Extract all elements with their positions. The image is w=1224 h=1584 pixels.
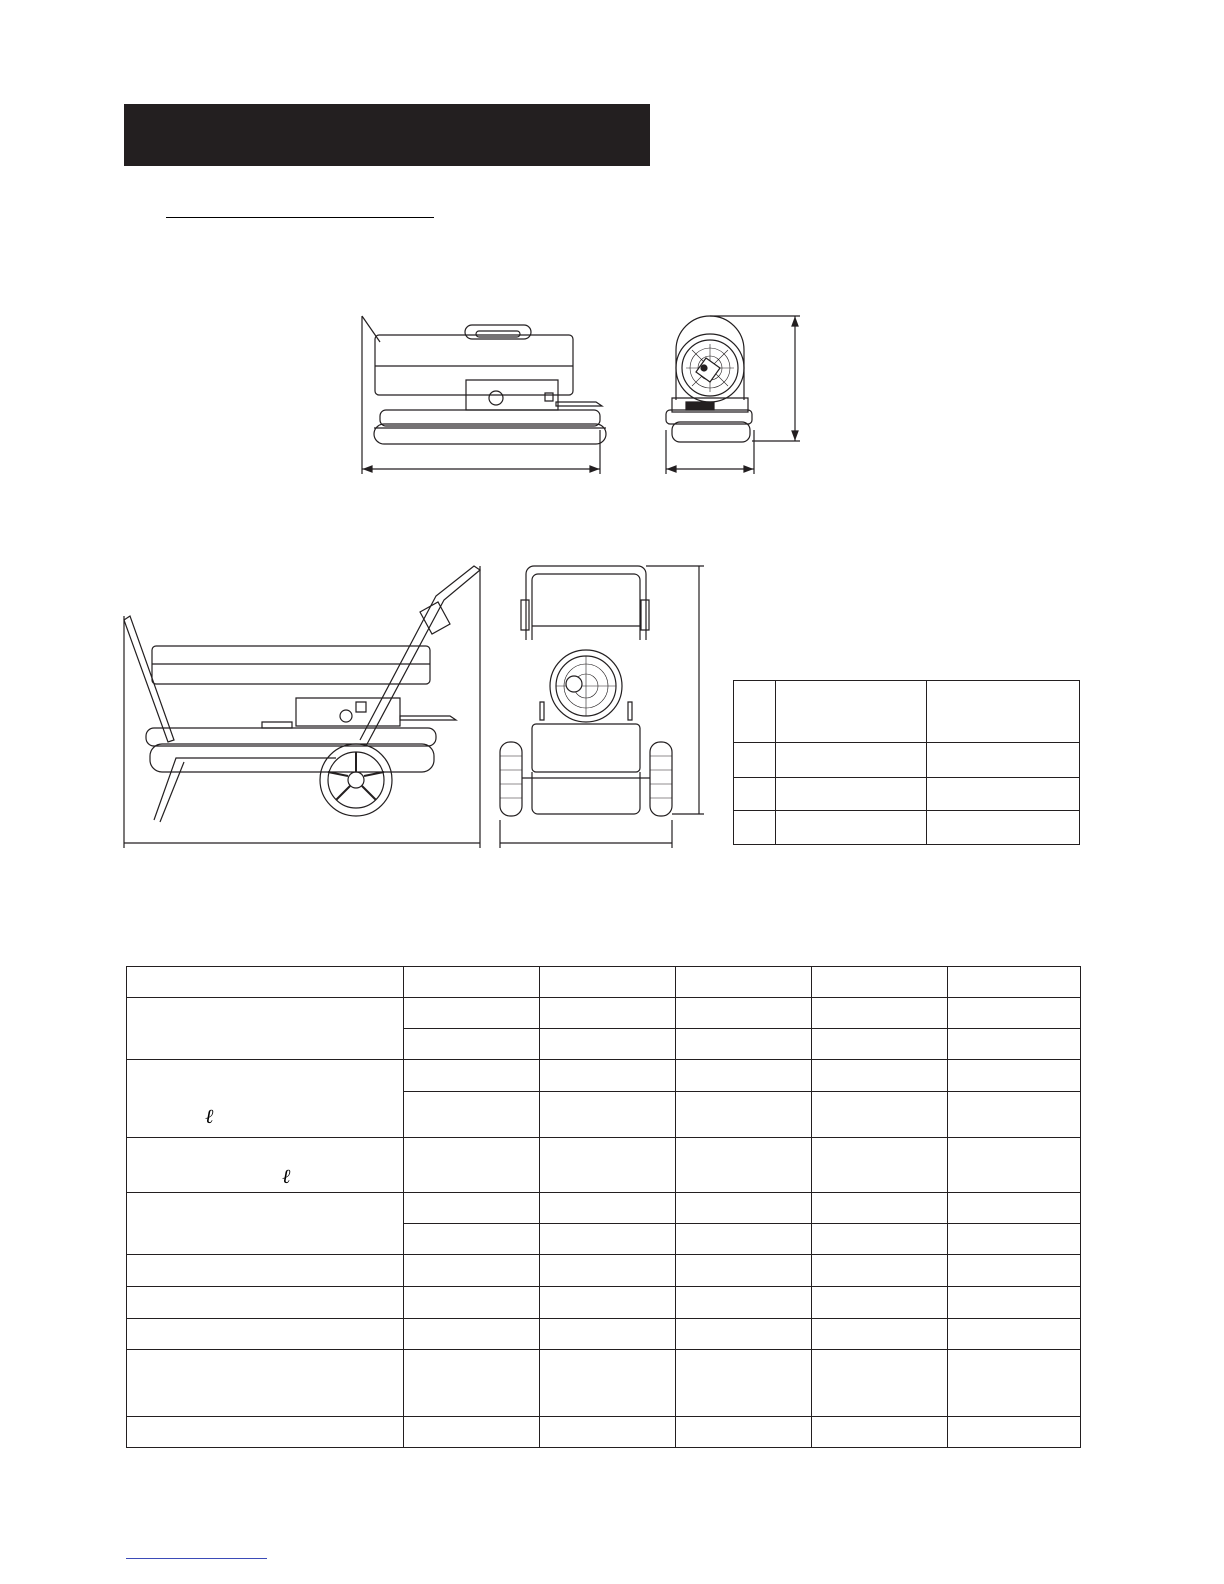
spec-cell: [812, 1417, 948, 1448]
spec-cell: [812, 1138, 948, 1193]
spec-cell: [404, 1138, 540, 1193]
spec-cell: [948, 1224, 1081, 1255]
compact-heater-side-view: [362, 316, 606, 474]
spec-cell: [404, 1029, 540, 1060]
spec-cell: [812, 1092, 948, 1138]
spec-cell: [404, 1319, 540, 1350]
spec-cell: [812, 1060, 948, 1092]
spec-cell: [948, 1092, 1081, 1138]
dimension-header-cell: [927, 681, 1080, 743]
liter-unit-mark: ℓ: [205, 1106, 214, 1128]
wheeled-heater-front-view: [500, 566, 704, 848]
spec-cell: [812, 1255, 948, 1287]
spec-row: [127, 1193, 1081, 1224]
dimension-cell: [776, 743, 927, 778]
spec-label-cell: [127, 1193, 404, 1255]
spec-cell: [948, 1029, 1081, 1060]
spec-cell: [540, 1060, 676, 1092]
dimension-cell: [927, 778, 1080, 811]
spec-label-cell: [127, 1287, 404, 1319]
spec-label-cell: [127, 1255, 404, 1287]
spec-cell: [812, 1029, 948, 1060]
spec-cell: [676, 998, 812, 1029]
spec-cell: [676, 1287, 812, 1319]
dimension-table: [733, 680, 1080, 845]
spec-cell: [540, 1255, 676, 1287]
spec-cell: [540, 998, 676, 1029]
spec-cell: [812, 998, 948, 1029]
spec-cell: [948, 1417, 1081, 1448]
dimension-table-row: [734, 743, 1080, 778]
spec-row: [127, 1287, 1081, 1319]
spec-header-cell: [540, 967, 676, 998]
spec-cell: [676, 1255, 812, 1287]
spec-header-cell: [948, 967, 1081, 998]
spec-label-cell: [127, 1138, 404, 1193]
dimension-cell: [927, 811, 1080, 845]
spec-cell: [676, 1060, 812, 1092]
spec-row: [127, 1138, 1081, 1193]
spec-cell: [948, 1138, 1081, 1193]
dimension-table-header: [734, 681, 1080, 743]
spec-row: [127, 1319, 1081, 1350]
spec-cell: [676, 1319, 812, 1350]
spec-cell: [404, 998, 540, 1029]
spec-cell: [404, 1287, 540, 1319]
spec-header-cell: [676, 967, 812, 998]
spec-cell: [540, 1029, 676, 1060]
spec-cell: [404, 1255, 540, 1287]
footer-link-underline[interactable]: [126, 1558, 267, 1559]
spec-cell: [404, 1224, 540, 1255]
dimension-header-cell: [776, 681, 927, 743]
spec-cell: [404, 1060, 540, 1092]
compact-heater-front-view: [666, 316, 800, 474]
spec-cell: [540, 1287, 676, 1319]
spec-cell: [948, 998, 1081, 1029]
spec-cell: [676, 1138, 812, 1193]
dimension-cell: [776, 778, 927, 811]
spec-label-cell: [127, 1350, 404, 1417]
spec-cell: [676, 1350, 812, 1417]
spec-cell: [676, 1029, 812, 1060]
dimension-cell: [734, 778, 776, 811]
spec-cell: [540, 1092, 676, 1138]
spec-label-cell: [127, 1417, 404, 1448]
dimension-cell: [734, 811, 776, 845]
spec-cell: [812, 1224, 948, 1255]
spec-cell: [540, 1417, 676, 1448]
spec-cell: [404, 1092, 540, 1138]
spec-cell: [948, 1060, 1081, 1092]
liter-unit-mark: ℓ: [282, 1166, 291, 1188]
specification-table: [126, 966, 1081, 1448]
spec-cell: [812, 1319, 948, 1350]
spec-cell: [540, 1138, 676, 1193]
wheeled-heater-side-view: [124, 566, 480, 848]
spec-cell: [404, 1350, 540, 1417]
spec-cell: [676, 1417, 812, 1448]
spec-cell: [676, 1224, 812, 1255]
spec-cell: [948, 1350, 1081, 1417]
dimension-cell: [734, 743, 776, 778]
spec-cell: [540, 1319, 676, 1350]
spec-cell: [404, 1417, 540, 1448]
spec-cell: [948, 1255, 1081, 1287]
spec-cell: [676, 1193, 812, 1224]
spec-cell: [540, 1224, 676, 1255]
dimension-cell: [927, 743, 1080, 778]
spec-header-cell: [127, 967, 404, 998]
spec-header-cell: [812, 967, 948, 998]
spec-row: [127, 1417, 1081, 1448]
spec-cell: [404, 1193, 540, 1224]
spec-cell: [948, 1193, 1081, 1224]
spec-cell: [540, 1193, 676, 1224]
spec-row: [127, 998, 1081, 1029]
spec-cell: [812, 1287, 948, 1319]
spec-row: [127, 1255, 1081, 1287]
dimension-table-row: [734, 811, 1080, 845]
spec-cell: [812, 1193, 948, 1224]
dimension-cell: [776, 811, 927, 845]
spec-cell: [540, 1350, 676, 1417]
spec-header-cell: [404, 967, 540, 998]
spec-label-cell: [127, 998, 404, 1060]
spec-row: [127, 1060, 1081, 1092]
spec-header-row: [127, 967, 1081, 998]
spec-row: [127, 1350, 1081, 1417]
dimension-header-cell: [734, 681, 776, 743]
spec-cell: [676, 1092, 812, 1138]
spec-cell: [948, 1319, 1081, 1350]
spec-cell: [948, 1287, 1081, 1319]
spec-label-cell: [127, 1060, 404, 1138]
spec-label-cell: [127, 1319, 404, 1350]
dimension-table-row: [734, 778, 1080, 811]
spec-cell: [812, 1350, 948, 1417]
